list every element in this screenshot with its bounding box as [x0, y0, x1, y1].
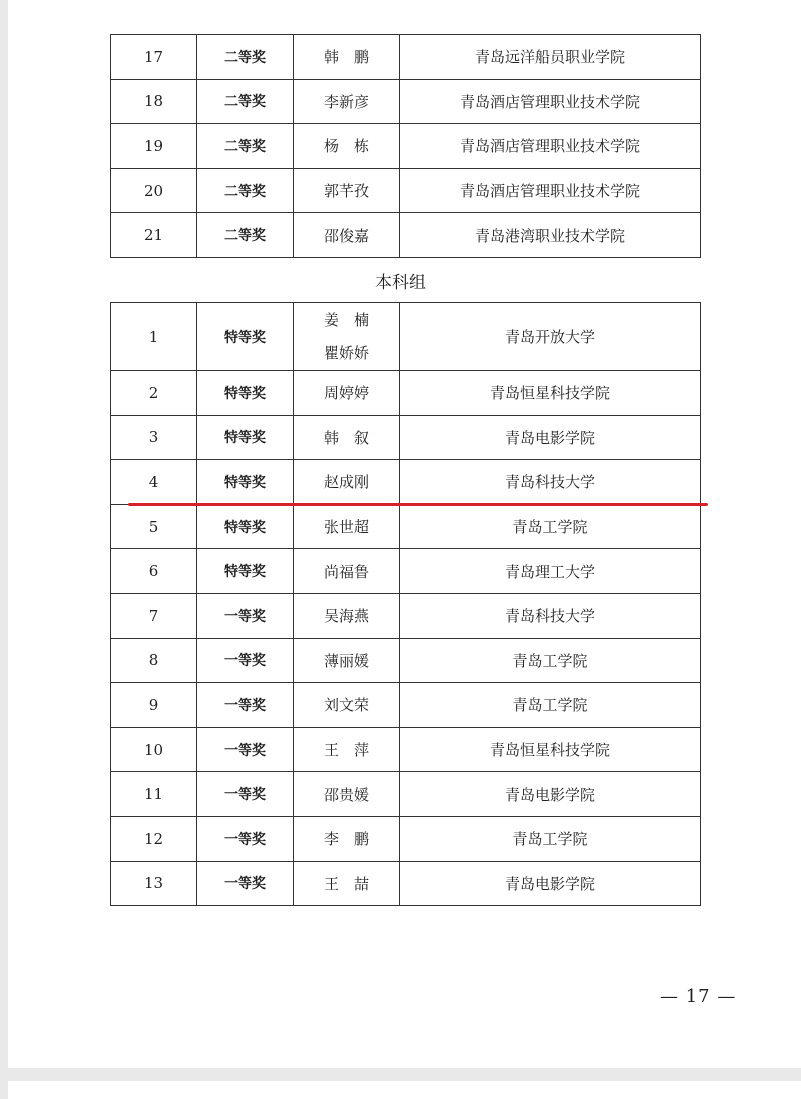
- winner-name: 杨 栋: [294, 124, 400, 169]
- school-name: 青岛酒店管理职业技术学院: [400, 168, 701, 213]
- row-number: 3: [111, 415, 197, 460]
- winner-name: 瞿娇娇: [323, 343, 369, 362]
- row-number: 2: [111, 371, 197, 416]
- row-number: 1: [111, 303, 197, 371]
- award-level: 一等奖: [197, 861, 294, 906]
- school-name: 青岛远洋船员职业学院: [400, 35, 701, 80]
- winner-name: 张世超: [294, 504, 400, 549]
- award-level: 一等奖: [197, 727, 294, 772]
- table-row: [111, 816, 701, 861]
- award-level: 二等奖: [197, 213, 294, 258]
- award-level: 一等奖: [197, 638, 294, 683]
- award-level: 一等奖: [197, 683, 294, 728]
- row-number: 4: [111, 460, 197, 505]
- row-number: 18: [111, 79, 197, 124]
- row-number: 13: [111, 861, 197, 906]
- table-row: [111, 549, 701, 594]
- winner-name: 尚福鲁: [294, 549, 400, 594]
- winner-name: 郭芊孜: [294, 168, 400, 213]
- table-row: [111, 504, 701, 549]
- winner-name: 刘文荣: [294, 683, 400, 728]
- red-annotation-line: [128, 503, 708, 506]
- winner-name: 韩 鹏: [294, 35, 400, 80]
- page-number: — 17 —: [660, 986, 737, 1007]
- award-level: 二等奖: [197, 124, 294, 169]
- winner-name: 王 喆: [294, 861, 400, 906]
- next-page-edge: [8, 1081, 801, 1099]
- award-level: 特等奖: [197, 504, 294, 549]
- award-table-top: [110, 34, 701, 258]
- school-name: 青岛恒星科技学院: [400, 371, 701, 416]
- award-level: 特等奖: [197, 460, 294, 505]
- school-name: 青岛工学院: [400, 638, 701, 683]
- award-level: 特等奖: [197, 303, 294, 371]
- row-number: 9: [111, 683, 197, 728]
- school-name: 青岛工学院: [400, 683, 701, 728]
- winner-name: 邵俊嘉: [294, 213, 400, 258]
- winner-name: 周婷婷: [294, 371, 400, 416]
- table-row: [111, 79, 701, 124]
- school-name: 青岛工学院: [400, 504, 701, 549]
- school-name: 青岛科技大学: [400, 593, 701, 638]
- table-row: [111, 213, 701, 258]
- section-title: 本科组: [375, 273, 426, 293]
- row-number: 5: [111, 504, 197, 549]
- award-level: 二等奖: [197, 79, 294, 124]
- award-table-undergrad: [110, 302, 701, 906]
- winner-name: 薄丽媛: [294, 638, 400, 683]
- winner-name: 姜 楠: [323, 310, 369, 329]
- award-level: 一等奖: [197, 816, 294, 861]
- school-name: 青岛开放大学: [400, 303, 701, 371]
- row-number: 19: [111, 124, 197, 169]
- row-number: 11: [111, 772, 197, 817]
- award-level: 一等奖: [197, 593, 294, 638]
- row-number: 7: [111, 593, 197, 638]
- school-name: 青岛电影学院: [400, 772, 701, 817]
- school-name: 青岛理工大学: [400, 549, 701, 594]
- table-row: [111, 638, 701, 683]
- winner-name: 韩 叙: [294, 415, 400, 460]
- table-row: [111, 460, 701, 505]
- school-name: 青岛电影学院: [400, 415, 701, 460]
- winner-name: 赵成刚: [294, 460, 400, 505]
- school-name: 青岛科技大学: [400, 460, 701, 505]
- table-row: [111, 371, 701, 416]
- table-row: [111, 727, 701, 772]
- table-row: [111, 593, 701, 638]
- row-number: 10: [111, 727, 197, 772]
- table-row: [111, 415, 701, 460]
- row-number: 8: [111, 638, 197, 683]
- award-level: 特等奖: [197, 415, 294, 460]
- row-number: 21: [111, 213, 197, 258]
- award-level: 特等奖: [197, 549, 294, 594]
- award-level: 特等奖: [197, 371, 294, 416]
- school-name: 青岛港湾职业技术学院: [400, 213, 701, 258]
- award-level: 二等奖: [197, 35, 294, 80]
- winner-name: 邵贵媛: [294, 772, 400, 817]
- school-name: 青岛电影学院: [400, 861, 701, 906]
- winner-name: 李 鹏: [294, 816, 400, 861]
- table-row: [111, 683, 701, 728]
- school-name: 青岛酒店管理职业技术学院: [400, 79, 701, 124]
- award-level: 二等奖: [197, 168, 294, 213]
- winner-name: 李新彦: [294, 79, 400, 124]
- table-row: [111, 303, 701, 371]
- row-number: 6: [111, 549, 197, 594]
- row-number: 20: [111, 168, 197, 213]
- table-row: [111, 772, 701, 817]
- winner-name: 吴海燕: [294, 593, 400, 638]
- school-name: 青岛酒店管理职业技术学院: [400, 124, 701, 169]
- table-row: [111, 124, 701, 169]
- school-name: 青岛恒星科技学院: [400, 727, 701, 772]
- table-row: [111, 168, 701, 213]
- row-number: 12: [111, 816, 197, 861]
- winner-name: 王 萍: [294, 727, 400, 772]
- award-level: 一等奖: [197, 772, 294, 817]
- table-row: [111, 861, 701, 906]
- table-row: [111, 35, 701, 80]
- winner-names: [294, 303, 400, 371]
- row-number: 17: [111, 35, 197, 80]
- school-name: 青岛工学院: [400, 816, 701, 861]
